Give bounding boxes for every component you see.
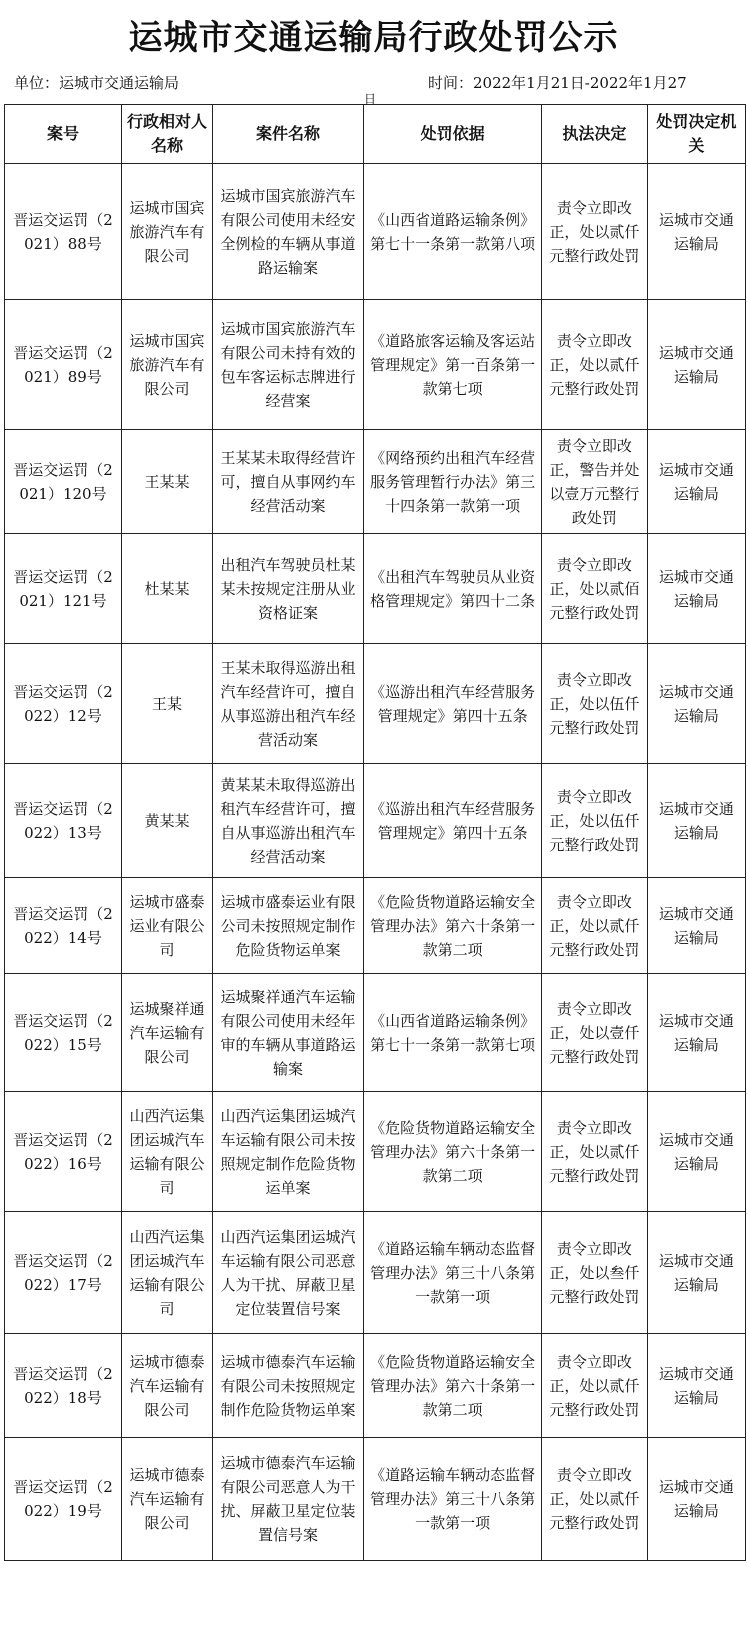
cell-case-name: 王某未取得巡游出租汽车经营许可，擅自从事巡游出租汽车经营活动案 — [213, 644, 364, 764]
table-row — [5, 764, 746, 878]
cell-decision: 责令立即改正，处以贰仟元整行政处罚 — [542, 1438, 648, 1561]
cell-authority: 运城市交通运输局 — [647, 644, 745, 764]
cell-party: 杜某某 — [121, 534, 212, 644]
cell-case-no: 晋运交运罚（2022）15号 — [5, 974, 122, 1092]
cell-case-no: 晋运交运罚（2022）12号 — [5, 644, 122, 764]
cell-case-name: 山西汽运集团运城汽车运输有限公司未按照规定制作危险货物运单案 — [213, 1092, 364, 1212]
cell-party: 运城市国宾旅游汽车有限公司 — [121, 164, 212, 300]
cell-party: 运城市德泰汽车运输有限公司 — [121, 1334, 212, 1438]
cell-decision: 责令立即改正，警告并处以壹万元整行政处罚 — [542, 430, 648, 534]
cell-basis: 《危险货物道路运输安全管理办法》第六十条第一款第二项 — [364, 878, 542, 974]
table-header-row — [5, 105, 746, 164]
cell-basis: 《网络预约出租汽车经营服务管理暂行办法》第三十四条第一款第一项 — [364, 430, 542, 534]
cell-case-name: 运城市盛泰运业有限公司未按照规定制作危险货物运单案 — [213, 878, 364, 974]
cell-case-name: 出租汽车驾驶员杜某某未按规定注册从业资格证案 — [213, 534, 364, 644]
cell-basis: 《危险货物道路运输安全管理办法》第六十条第一款第二项 — [364, 1334, 542, 1438]
cell-case-no: 晋运交运罚（2021）88号 — [5, 164, 122, 300]
cell-case-name: 黄某某未取得巡游出租汽车经营许可，擅自从事巡游出租汽车经营活动案 — [213, 764, 364, 878]
cell-party: 山西汽运集团运城汽车运输有限公司 — [121, 1092, 212, 1212]
cell-case-no: 晋运交运罚（2022）13号 — [5, 764, 122, 878]
table-row — [5, 1092, 746, 1212]
header-case-no: 案号 — [5, 105, 122, 164]
cell-case-name: 运城聚祥通汽车运输有限公司使用未经年审的车辆从事道路运输案 — [213, 974, 364, 1092]
header-party: 行政相对人名称 — [121, 105, 212, 164]
cell-basis: 《山西省道路运输条例》第七十一条第一款第八项 — [364, 164, 542, 300]
time-label-overflow: 日 — [364, 92, 377, 106]
cell-basis: 《出租汽车驾驶员从业资格管理规定》第四十二条 — [364, 534, 542, 644]
cell-party: 运城市盛泰运业有限公司 — [121, 878, 212, 974]
header-case-name: 案件名称 — [213, 105, 364, 164]
cell-decision: 责令立即改正，处以贰仟元整行政处罚 — [542, 164, 648, 300]
cell-basis: 《道路运输车辆动态监督管理办法》第三十八条第一款第一项 — [364, 1438, 542, 1561]
cell-decision: 责令立即改正，处以贰仟元整行政处罚 — [542, 878, 648, 974]
cell-authority: 运城市交通运输局 — [647, 534, 745, 644]
cell-decision: 责令立即改正，处以壹仟元整行政处罚 — [542, 974, 648, 1092]
cell-decision: 责令立即改正，处以贰仟元整行政处罚 — [542, 300, 648, 430]
cell-case-no: 晋运交运罚（2021）89号 — [5, 300, 122, 430]
cell-case-no: 晋运交运罚（2021）120号 — [5, 430, 122, 534]
header-decision: 执法决定 — [542, 105, 648, 164]
table-row — [5, 534, 746, 644]
table-row — [5, 300, 746, 430]
table-row — [5, 1438, 746, 1561]
cell-decision: 责令立即改正，处以伍仟元整行政处罚 — [542, 764, 648, 878]
table-row — [5, 1212, 746, 1334]
time-label: 时间：2022年1月21日-2022年1月27 — [428, 74, 687, 92]
cell-case-no: 晋运交运罚（2021）121号 — [5, 534, 122, 644]
cell-authority: 运城市交通运输局 — [647, 764, 745, 878]
cell-basis: 《道路旅客运输及客运站管理规定》第一百条第一款第七项 — [364, 300, 542, 430]
cell-case-no: 晋运交运罚（2022）16号 — [5, 1092, 122, 1212]
cell-case-name: 运城市德泰汽车运输有限公司恶意人为干扰、屏蔽卫星定位装置信号案 — [213, 1438, 364, 1561]
cell-case-no: 晋运交运罚（2022）19号 — [5, 1438, 122, 1561]
cell-decision: 责令立即改正，处以伍仟元整行政处罚 — [542, 644, 648, 764]
cell-basis: 《危险货物道路运输安全管理办法》第六十条第一款第二项 — [364, 1092, 542, 1212]
cell-basis: 《巡游出租汽车经营服务管理规定》第四十五条 — [364, 644, 542, 764]
cell-case-name: 运城市国宾旅游汽车有限公司未持有效的包车客运标志牌进行经营案 — [213, 300, 364, 430]
cell-party: 运城市国宾旅游汽车有限公司 — [121, 300, 212, 430]
cell-authority: 运城市交通运输局 — [647, 430, 745, 534]
cell-party: 王某某 — [121, 430, 212, 534]
cell-party: 黄某某 — [121, 764, 212, 878]
cell-decision: 责令立即改正，处以贰仟元整行政处罚 — [542, 1334, 648, 1438]
cell-authority: 运城市交通运输局 — [647, 1092, 745, 1212]
cell-authority: 运城市交通运输局 — [647, 300, 745, 430]
cell-case-name: 王某某未取得经营许可，擅自从事网约车经营活动案 — [213, 430, 364, 534]
cell-party: 运城市德泰汽车运输有限公司 — [121, 1438, 212, 1561]
unit-label: 单位：运城市交通运输局 — [14, 74, 180, 92]
cell-case-name: 山西汽运集团运城汽车运输有限公司恶意人为干扰、屏蔽卫星定位装置信号案 — [213, 1212, 364, 1334]
cell-basis: 《巡游出租汽车经营服务管理规定》第四十五条 — [364, 764, 542, 878]
table-row — [5, 164, 746, 300]
cell-basis: 《山西省道路运输条例》第七十一条第一款第七项 — [364, 974, 542, 1092]
cell-basis: 《道路运输车辆动态监督管理办法》第三十八条第一款第一项 — [364, 1212, 542, 1334]
cell-case-name: 运城市国宾旅游汽车有限公司使用未经安全例检的车辆从事道路运输案 — [213, 164, 364, 300]
header-basis: 处罚依据 — [364, 105, 542, 164]
cell-authority: 运城市交通运输局 — [647, 1334, 745, 1438]
cell-authority: 运城市交通运输局 — [647, 1212, 745, 1334]
table-row — [5, 878, 746, 974]
cell-authority: 运城市交通运输局 — [647, 974, 745, 1092]
table-row — [5, 430, 746, 534]
cell-party: 王某 — [121, 644, 212, 764]
cell-case-no: 晋运交运罚（2022）17号 — [5, 1212, 122, 1334]
table-row — [5, 644, 746, 764]
cell-authority: 运城市交通运输局 — [647, 1438, 745, 1561]
cell-case-no: 晋运交运罚（2022）14号 — [5, 878, 122, 974]
cell-case-name: 运城市德泰汽车运输有限公司未按照规定制作危险货物运单案 — [213, 1334, 364, 1438]
cell-authority: 运城市交通运输局 — [647, 164, 745, 300]
table-row — [5, 974, 746, 1092]
penalty-table — [4, 104, 746, 1561]
cell-decision: 责令立即改正，处以贰佰元整行政处罚 — [542, 534, 648, 644]
page-title: 运城市交通运输局行政处罚公示 — [128, 18, 619, 58]
table-row — [5, 1334, 746, 1438]
header-authority: 处罚决定机关 — [647, 105, 745, 164]
cell-decision: 责令立即改正，处以叁仟元整行政处罚 — [542, 1212, 648, 1334]
cell-decision: 责令立即改正，处以贰仟元整行政处罚 — [542, 1092, 648, 1212]
cell-party: 山西汽运集团运城汽车运输有限公司 — [121, 1212, 212, 1334]
cell-authority: 运城市交通运输局 — [647, 878, 745, 974]
cell-party: 运城聚祥通汽车运输有限公司 — [121, 974, 212, 1092]
cell-case-no: 晋运交运罚（2022）18号 — [5, 1334, 122, 1438]
